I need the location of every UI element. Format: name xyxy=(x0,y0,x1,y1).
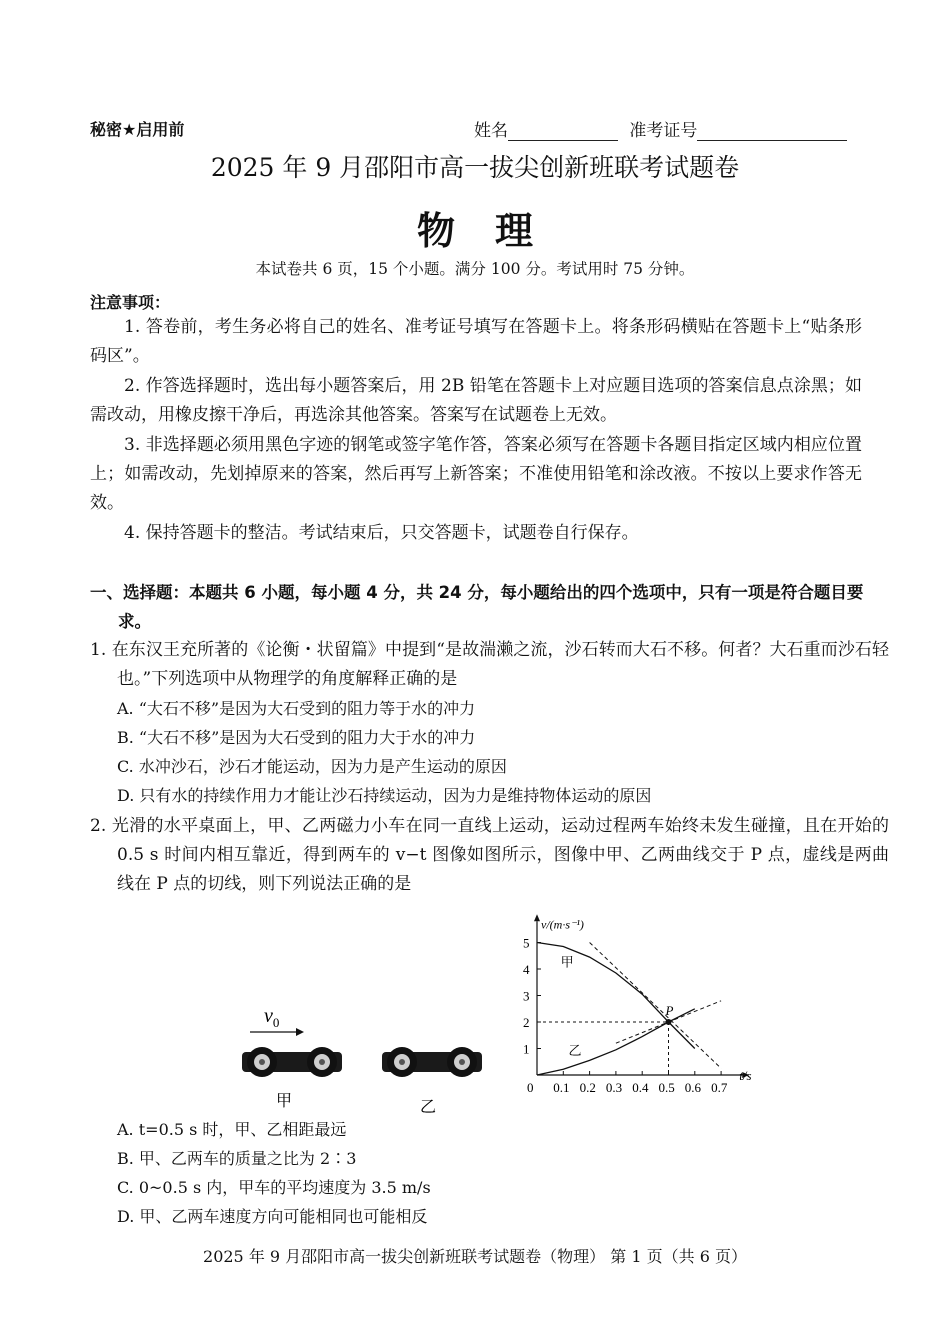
car-yi-label: 乙 xyxy=(420,1097,437,1115)
car-jia-label: 甲 xyxy=(276,1091,293,1110)
y-tick-label: 3 xyxy=(523,988,530,1004)
x-tick-label: 0 xyxy=(527,1080,534,1095)
x-axis-label: t/s xyxy=(739,1068,752,1083)
velocity-arrowhead xyxy=(296,1028,304,1036)
section-title: 一、选择题：本题共 6 小题，每小题 4 分，共 24 分，每小题给出的四个选项中，只有一项是符合题目要求。 xyxy=(90,583,864,631)
question-1: 1. 在东汉王充所著的《论衡・状留篇》中提到“是故湍濑之流，沙石转而大石不移。何者？大石重而沙石轻也。”下列选项中从物理学的角度解释正确的是 xyxy=(90,640,889,689)
y-tick-label: 2 xyxy=(523,1015,530,1030)
notice-title: 注意事项： xyxy=(90,293,171,312)
x-tick-label: 0.7 xyxy=(711,1080,728,1095)
question-2: 2. 光滑的水平桌面上，甲、乙两磁力小车在同一直线上运动，运动过程两车始终未发生碰撞，且在开始的 0.5 s 时间内相互靠近，得到两车的 v−t 图像如图所示，图像中甲、乙两曲线交于 P 点，虚线是两曲线在 P 点的切线，则下列说法正确的是 xyxy=(90,816,889,894)
q2-option-d: D. 甲、乙两车速度方向可能相同也可能相反 xyxy=(117,1207,428,1226)
exam-info: 本试卷共 6 页，15 个小题。满分 100 分。考试用时 75 分钟。 xyxy=(255,260,695,278)
q1-option-a: A. “大石不移”是因为大石受到的阻力等于水的冲力 xyxy=(117,699,476,718)
v0-label: $v_0$ xyxy=(264,1005,280,1030)
notice-item: 3. 非选择题必须用黑色字迹的钢笔或签字笔作答，答案必须写在答题卡各题目指定区域内相应位置上；如需改动，先划掉原来的答案，然后再写上新答案；不准使用铅笔和涂改液。不按以上要求作答无效。 xyxy=(90,435,862,513)
notice-item: 2. 作答选择题时，选出每小题答案后，用 2B 铅笔在答题卡上对应题目选项的答案信息点涂黑；如需改动，用橡皮擦干净后，再选涂其他答案。答案写在试题卷上无效。 xyxy=(90,376,862,425)
subject-title: 物理 xyxy=(416,209,573,253)
name-label: 姓名 xyxy=(474,121,508,141)
x-tick-label: 0.1 xyxy=(553,1080,570,1095)
x-tick-label: 0.5 xyxy=(658,1080,675,1095)
id-field xyxy=(697,124,847,141)
y-tick-label: 1 xyxy=(523,1041,530,1057)
secret-label: 秘密★启用前 xyxy=(90,120,185,139)
exam-title: 2025 年 9 月邵阳市高一拔尖创新班联考试题卷 xyxy=(210,153,740,182)
series-label-jia: 甲 xyxy=(560,955,574,971)
point-p xyxy=(666,1019,672,1025)
page-footer: 2025 年 9 月邵阳市高一拔尖创新班联考试题卷（物理） 第 1 页（共 6 页） xyxy=(203,1247,747,1266)
candidate-info xyxy=(474,116,847,141)
x-tick-label: 0.4 xyxy=(632,1080,649,1095)
series-line-yi xyxy=(537,1009,695,1075)
tangent-line xyxy=(590,943,722,1069)
y-tick-label: 5 xyxy=(523,935,530,951)
point-p-label: P xyxy=(665,1003,674,1018)
notice-item: 4. 保持答题卡的整洁。考试结束后，只交答题卡，试题卷自行保存。 xyxy=(124,523,639,543)
x-tick-label: 0.3 xyxy=(605,1080,623,1095)
q1-option-c: C. 水冲沙石，沙石才能运动，因为力是产生运动的原因 xyxy=(117,757,507,776)
y-axis-arrow xyxy=(534,914,540,921)
vt-chart xyxy=(510,905,770,1095)
car-jia xyxy=(242,1047,342,1077)
y-tick-label: 4 xyxy=(523,962,530,977)
y-axis-label: v/(m·s⁻¹) xyxy=(541,917,584,932)
notice-item: 1. 答卷前，考生务必将自己的姓名、准考证号填写在答题卡上。将条形码横贴在答题卡上“贴条形码区”。 xyxy=(90,317,862,366)
x-tick-label: 0.6 xyxy=(684,1080,702,1095)
series-label-yi: 乙 xyxy=(568,1044,582,1060)
q2-option-c: C. 0~0.5 s 内，甲车的平均速度为 3.5 m/s xyxy=(117,1178,431,1197)
q1-option-d: D. 只有水的持续作用力才能让沙石持续运动，因为力是维持物体运动的原因 xyxy=(117,786,652,805)
id-label: 准考证号 xyxy=(629,121,698,141)
q2-option-a: A. t=0.5 s 时，甲、乙相距最远 xyxy=(117,1120,347,1139)
q2-option-b: B. 甲、乙两车的质量之比为 2∶3 xyxy=(117,1149,357,1168)
car-yi xyxy=(382,1047,482,1077)
name-field xyxy=(508,124,618,141)
q1-option-b: B. “大石不移”是因为大石受到的阻力大于水的冲力 xyxy=(117,728,476,747)
x-tick-label: 0.2 xyxy=(579,1080,596,1095)
cars-figure xyxy=(230,1000,500,1115)
